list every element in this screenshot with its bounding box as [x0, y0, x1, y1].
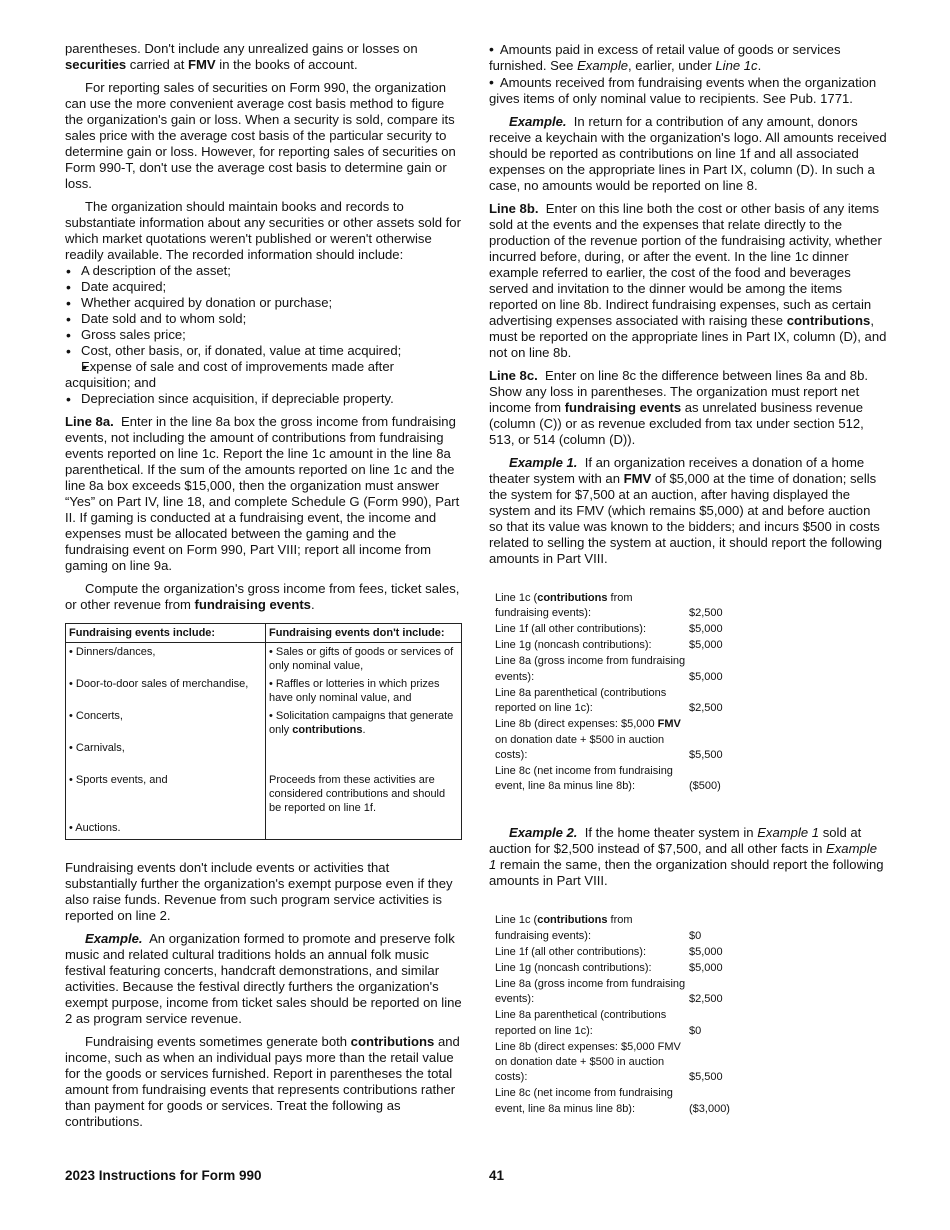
list-item: • Whether acquired by donation or purchase; [65, 295, 463, 311]
line-8b-heading: Line 8b. [489, 201, 539, 216]
amount-description: Line 1g (noncash contributions): [495, 639, 652, 652]
table-header-include: Fundraising events include: [66, 624, 266, 643]
list-item: • Amounts paid in excess of retail value of goods or services furnished. See Example, earlier, under Line 1c. [489, 41, 887, 74]
right-column [489, 41, 887, 1118]
amount-value: $5,500 [689, 1071, 723, 1084]
paragraph-line-8a: Line 8a. Enter in the line 8a box the gross income from fundraising events, not including the amount of contributions from fundraising events reported on line 1c. Report the line 1c amount in the line 8a parenthetical. If the sum of the amounts reported on line 1c and the line 8a box exceeds $15,000, then the organization must answer “Yes” on Part IV, line 18, and complete Schedule G (Form 990), Part II. If gaming is conducted at a fundraising event, the income and expenses must be allocated between the gaming and the fundraising event on Form 990, Part VIII; report all income from gaming on line 9a. [65, 414, 460, 573]
table-row [495, 654, 723, 685]
amount-value: $5,000 [689, 670, 723, 683]
list-item: • A description of the asset; [65, 263, 463, 279]
contributions-list [489, 41, 887, 107]
table-row [495, 1040, 730, 1087]
amount-description: Line 8c (net income from fundraising event, line 8a minus line 8b): [495, 765, 673, 793]
amount-value: $2,500 [689, 702, 723, 715]
paragraph-not-include: Fundraising events don't include events or activities that substantially further the organization's exempt purpose even if they also raise funds. Revenue from such program service activities is reported on line 2. [65, 860, 453, 923]
paragraph-books-records: The organization should maintain books and records to substantiate information about any securities or other assets sold for which market quotations weren't published or weren't otherwise readily available. The recorded information should include: [65, 199, 461, 262]
paragraph-line-8b: Line 8b. Enter on this line both the cost or other basis of any items sold at the events and the expenses that relate directly to the production of the revenue portion of the fundraising activity, whether incurred before, during, or after the event. In the line 1c dinner example referred to earlier, the cost of the food and beverages served and invitation to the dinner would be among the items reported on line 8b. Indirect fundraising expenses, such as certain advertising expenses associated with raising these contributions, must be reported on the appropriate lines in Part IX, column (D), and not on line 8b. [489, 201, 887, 360]
amount-description: Line 8b (direct expenses: $5,000 FMV on donation date + $500 in auction costs): [495, 718, 681, 762]
table-header-dont-include: Fundraising events don't include: [266, 624, 462, 643]
table-row [495, 686, 723, 717]
amount-description: Line 8a (gross income from fundraising events): [495, 977, 686, 1006]
list-item: • Amounts received from fundraising events when the organization gives items of only nominal value to recipients. See Pub. 1771. [489, 74, 887, 107]
amount-value: $5,000 [689, 623, 723, 636]
table-cell: • Dinners/dances, [66, 643, 266, 676]
amount-description: Line 1g (noncash contributions): [495, 961, 652, 974]
list-item: • Expense of sale and cost of improvements made after acquisition; and [65, 359, 463, 391]
table-cell [266, 819, 462, 840]
footer-title: 2023 Instructions for Form 990 [65, 1168, 262, 1183]
table-cell: • Solicitation campaigns that generate only contributions. [269, 710, 454, 736]
paragraph-example-1: Example 1. If an organization receives a donation of a home theater system with an FMV of $5,000 at the time of donation; sells the system for $7,500 at an auction, after having displayed the system and its FMV (which remains $5,000) at and before auction so that its value was known to the bidders; and incurs $500 in costs related to selling the system at auction, it should report the following amounts in Part VIII. [489, 455, 883, 566]
table-row [495, 1008, 730, 1039]
amount-description: Line 1c (contributions from fundraising events): [495, 914, 633, 942]
list-item: • Date acquired; [65, 279, 463, 295]
paragraph-average-cost: For reporting sales of securities on Form 990, the organization can use the more convenient average cost basis method to figure the organization's gain or loss. When a security is sold, compare its sales price with the average cost basis of the particular security to determine gain or loss. However, for reporting sales of securities on Form 990-T, don't use the average cost basis to determine gain or loss. [65, 80, 456, 191]
table-row [495, 977, 730, 1008]
table-row [495, 638, 723, 654]
amount-description: Line 8b (direct expenses: $5,000 FMV on donation date + $500 in auction costs): [495, 1040, 681, 1084]
fundraising-events-table [65, 623, 462, 840]
list-item: • Gross sales price; [65, 327, 463, 343]
paragraph-example-2: Example 2. If the home theater system in Example 1 sold at auction for $2,500 instead of $7,500, and all other facts in Example 1 remain the same, then the organization should report the following amounts in Part VIII. [489, 825, 884, 889]
table-cell: • Carnivals, [66, 739, 266, 771]
example-1-amounts-table [495, 591, 723, 795]
example-heading: Example. [85, 931, 143, 946]
table-cell [266, 739, 462, 771]
table-row [495, 622, 723, 638]
table-cell: • Sports events, and [66, 771, 266, 819]
amount-value: $0 [689, 1024, 702, 1037]
page-number: 41 [489, 1168, 505, 1183]
line-8c-heading: Line 8c. [489, 368, 538, 383]
paragraph-compute: Compute the organization's gross income from fees, ticket sales, or other revenue from fundraising events. [65, 581, 460, 612]
table-row [495, 913, 730, 944]
paragraph-example-folk: Example. An organization formed to promote and preserve folk music and related cultural traditions holds an annual folk music festival featuring concerts, handcraft demonstrations, and similar activities. Because the festival directly furthers the organization's exempt purpose, income from ticket sales should be reported on line 2 as program service revenue. [65, 931, 462, 1026]
table-cell: • Auctions. [66, 819, 266, 840]
table-row [495, 945, 730, 961]
amount-description: Line 8a (gross income from fundraising events): [495, 655, 686, 683]
list-item: • Cost, other basis, or, if donated, value at time acquired; [65, 343, 463, 359]
amount-description: Line 8a parenthetical (contributions reported on line 1c): [495, 1009, 667, 1037]
amount-description: Line 1f (all other contributions): [495, 623, 647, 636]
amount-value: ($500) [689, 780, 721, 793]
amount-value: $5,000 [689, 945, 723, 958]
left-column [65, 41, 463, 1137]
paragraph-securities: parentheses. Don't include any unrealized gains or losses on securities carried at FMV in the books of account. [65, 41, 418, 72]
paragraph-contributions: Fundraising events sometimes generate both contributions and income, such as when an individual pays more than the retail value for the goods or services furnished. Report in parentheses the total amount from fundraising events that represents contributions rather than payment for goods or services. Treat the following as contributions. [65, 1034, 460, 1129]
example-heading: Example. [509, 114, 567, 129]
example-2-amounts-table [495, 913, 730, 1117]
amount-value: $5,000 [689, 639, 723, 652]
amount-value: $2,500 [689, 993, 723, 1006]
list-item: • Date sold and to whom sold; [65, 311, 463, 327]
amount-value: ($3,000) [689, 1102, 730, 1115]
table-row [495, 717, 723, 764]
table-cell: • Sales or gifts of goods or services of only nominal value, [269, 646, 454, 672]
amount-description: Line 8c (net income from fundraising event, line 8a minus line 8b): [495, 1087, 673, 1115]
example-2-heading: Example 2. [509, 825, 578, 841]
records-list [65, 263, 463, 407]
list-item: • Depreciation since acquisition, if depreciable property. [65, 391, 463, 407]
table-row [495, 764, 723, 795]
paragraph-example-keychain: Example. In return for a contribution of any amount, donors receive a keychain with the organization's logo. All amounts received should be reported as contributions on line 1f and all associated expenses on the appropriate lines in Part IX, column (D). In such a case, no amounts would be reported on line 8. [489, 114, 887, 193]
table-row [495, 1086, 730, 1117]
amount-value: $2,500 [689, 607, 723, 620]
paragraph-line-8c: Line 8c. Enter on line 8c the difference between lines 8a and 8b. Show any loss in parentheses. The organization must report net income from fundraising events as unrelated business revenue (column (C)) or as revenue excluded from tax under section 512, 513, or 514 (column (D)). [489, 368, 869, 447]
line-8a-heading: Line 8a. [65, 414, 114, 429]
example-1-heading: Example 1. [509, 455, 578, 470]
amount-value: $5,000 [689, 961, 723, 974]
amount-description: Line 8a parenthetical (contributions reported on line 1c): [495, 686, 667, 715]
table-cell: Proceeds from these activities are considered contributions and should be reported on line 1f. [269, 774, 446, 814]
amount-value: $0 [689, 929, 702, 942]
table-cell: • Concerts, [66, 707, 266, 739]
amount-description: Line 1f (all other contributions): [495, 945, 647, 958]
table-cell: • Raffles or lotteries in which prizes have only nominal value, and [269, 678, 440, 704]
table-row [495, 961, 730, 977]
table-cell: • Door-to-door sales of merchandise, [66, 675, 266, 707]
table-row [495, 591, 723, 622]
amount-description: Line 1c (contributions from fundraising events): [495, 592, 633, 620]
amount-value: $5,500 [689, 749, 723, 762]
